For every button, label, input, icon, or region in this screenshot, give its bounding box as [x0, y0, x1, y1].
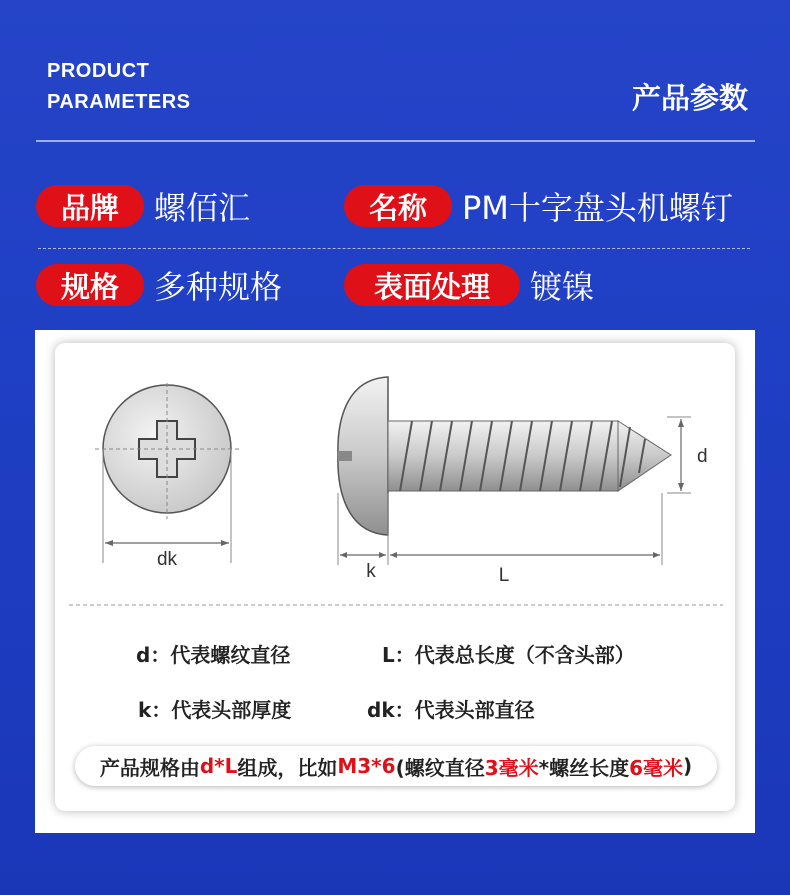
param-spec-label: 规格 [36, 264, 144, 306]
param-brand-label: 品牌 [36, 185, 144, 227]
spec-note: 产品规格由 d*L 组成，比如 M3*6 (螺纹直径 3毫米 *螺丝长度 6毫米 ) [75, 746, 717, 786]
param-divider [38, 248, 750, 249]
desc-dk: dk：代表头部直径 [367, 698, 535, 722]
desc-L: L：代表总长度（不含头部） [382, 643, 635, 667]
param-name-label: 名称 [344, 185, 452, 227]
param-brand [36, 183, 250, 229]
diagram-panel [35, 330, 755, 833]
dimension-label-L: L [498, 565, 510, 586]
param-finish-value: 镀镍 [530, 268, 595, 306]
param-name [344, 183, 733, 229]
dimension-label-d: d [697, 446, 708, 467]
header-en [47, 56, 191, 118]
param-spec-value: 多种规格 [154, 268, 283, 306]
screw-side-view [338, 377, 708, 586]
param-name-value: PM十字盘头机螺钉 [462, 189, 733, 227]
header-en-line2: PARAMETERS [47, 91, 191, 113]
desc-k: k：代表头部厚度 [138, 698, 292, 722]
diagram-card [55, 343, 735, 811]
param-brand-value: 螺佰汇 [154, 189, 251, 227]
screw-head-top-view [95, 383, 241, 570]
header-en-line1: PRODUCT [47, 60, 150, 82]
screw-diagram [55, 343, 735, 633]
dimension-label-dk: dk [156, 549, 178, 570]
header-cn-title: 产品参数 [631, 81, 748, 115]
header-divider [36, 140, 755, 142]
dimension-label-k: k [366, 561, 376, 582]
desc-d: d：代表螺纹直径 [136, 643, 291, 667]
param-finish-label: 表面处理 [344, 264, 520, 306]
param-spec [36, 262, 282, 308]
param-finish [344, 262, 594, 308]
